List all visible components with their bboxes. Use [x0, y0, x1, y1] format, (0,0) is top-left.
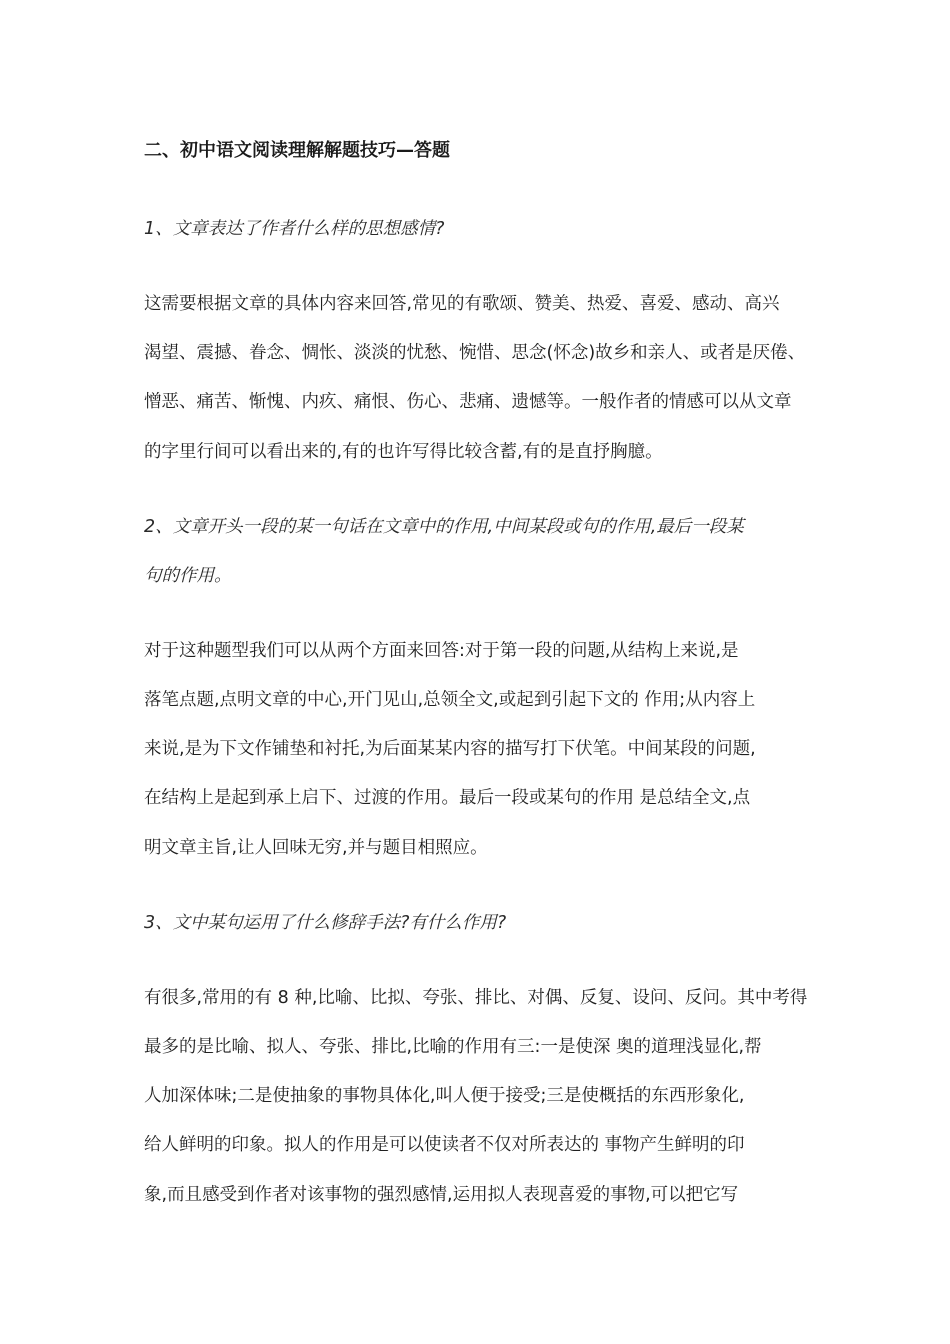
question-2-line: 2、文章开头一段的某一句话在文章中的作用,中间某段或句的作用,最后一段某	[144, 516, 744, 537]
answer-3-line: 人加深体味;二是使抽象的事物具体化,叫人便于接受;三是使概括的东西形象化,	[144, 1086, 745, 1107]
question-3: 3、文中某句运用了什么修辞手法?有什么作用?	[144, 912, 507, 933]
answer-2-line: 明文章主旨,让人回味无穷,并与题目相照应。	[144, 837, 488, 858]
answer-1	[144, 280, 812, 477]
question-2-line: 句的作用。	[144, 565, 232, 586]
section-title: 二、初中语文阅读理解解题技巧—答题	[144, 140, 450, 161]
document-body	[144, 134, 812, 1246]
answer-1-line: 这需要根据文章的具体内容来回答,常见的有歌颂、赞美、热爱、喜爱、感动、高兴	[144, 294, 780, 314]
answer-3-line: 给人鲜明的印象。拟人的作用是可以使读者不仅对所表达的 事物产生鲜明的印	[144, 1135, 745, 1156]
answer-3-line: 最多的是比喻、拟人、夸张、排比,比喻的作用有三:一是使深 奥的道理浅显化,帮	[144, 1037, 762, 1058]
answer-2-line: 来说,是为下文作铺垫和衬托,为后面某某内容的描写打下伏笔。中间某段的问题,	[144, 739, 756, 760]
question-1: 1、文章表达了作者什么样的思想感情?	[144, 219, 445, 239]
answer-2-line: 对于这种题型我们可以从两个方面来回答:对于第一段的问题,从结构上来说,是	[144, 640, 739, 661]
answer-2-line: 在结构上是起到承上启下、过渡的作用。最后一段或某句的作用 是总结全文,点	[144, 788, 751, 809]
answer-1-line: 渴望、震撼、眷念、惆怅、淡淡的忧愁、惋惜、思念(怀念)故乡和亲人、或者是厌倦、	[144, 343, 806, 364]
answer-2	[144, 627, 812, 873]
answer-1-line: 憎恶、痛苦、惭愧、内疚、痛恨、伤心、悲痛、遗憾等。一般作者的情感可以从文章	[144, 392, 792, 413]
answer-2-line: 落笔点题,点明文章的中心,开门见山,总领全文,或起到引起下文的 作用;从内容上	[144, 690, 756, 711]
answer-3-line: 象,而且感受到作者对该事物的强烈感情,运用拟人表现喜爱的事物,可以把它写	[144, 1184, 739, 1205]
question-2	[144, 503, 812, 601]
answer-1-line: 的字里行间可以看出来的,有的也许写得比较含蓄,有的是直抒胸臆。	[144, 441, 663, 462]
answer-3	[144, 974, 812, 1220]
answer-3-line: 有很多,常用的有 8 种,比喻、比拟、夸张、排比、对偶、反复、设问、反问。其中考得	[144, 987, 808, 1008]
